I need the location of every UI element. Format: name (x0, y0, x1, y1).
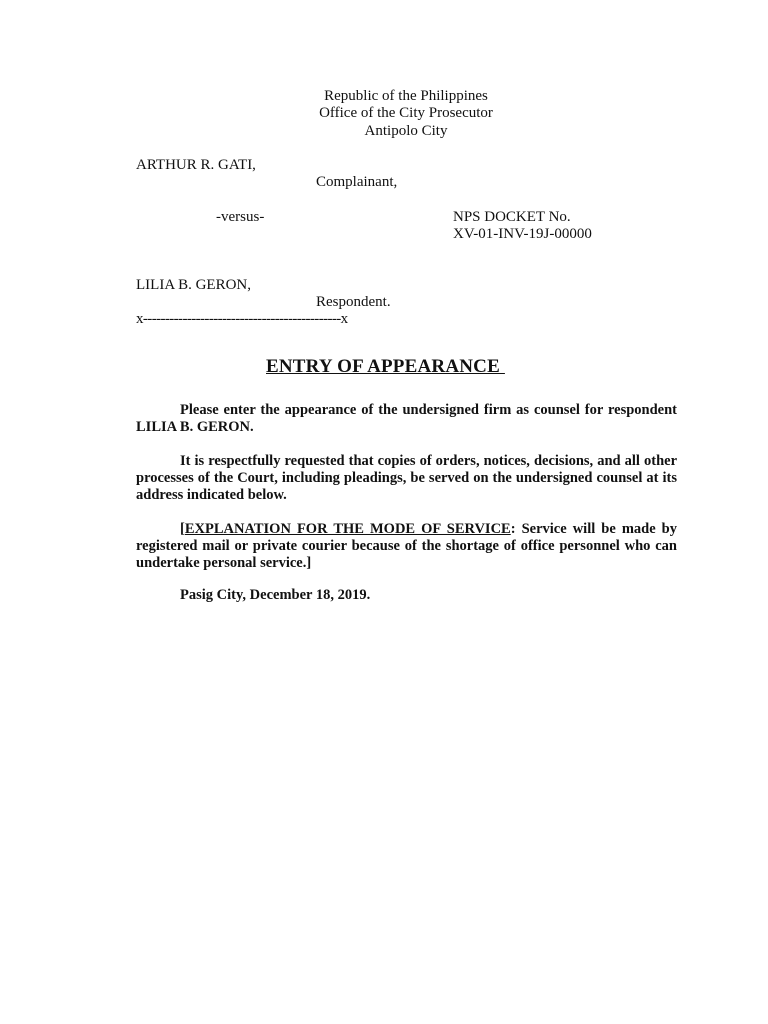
paragraph-request-text: It is respectfully requested that copies of orders, notices, decisions, and all other processes of the Court, including pleadings, be served on the undersigned counsel at its address indicated below. (136, 453, 677, 503)
document-title: ENTRY OF APPEARANCE (266, 356, 505, 377)
respondent-label: Respondent. (316, 294, 391, 310)
complainant-name: ARTHUR R. GATI, (136, 157, 256, 173)
versus-label: -versus- (216, 209, 265, 225)
paragraph-request (136, 453, 677, 504)
header-office: Office of the City Prosecutor (319, 105, 493, 121)
paragraph-appearance-text: Please enter the appearance of the undersigned firm as counsel for respondent LILIA B. GERON. (136, 402, 677, 435)
complainant-label: Complainant, (316, 174, 398, 190)
docket-number: XV-01-INV-19J-00000 (453, 226, 592, 242)
header-republic: Republic of the Philippines (324, 88, 488, 104)
explanation-heading: EXPLANATION FOR THE MODE OF SERVICE (184, 521, 511, 537)
paragraph-explanation (136, 521, 677, 572)
explanation-open-bracket: [ (180, 521, 185, 537)
caption-separator: x---------------------------------------------x (136, 311, 348, 327)
date-line-text: Pasig City, December 18, 2019. (180, 587, 371, 603)
date-line (136, 587, 677, 604)
explanation-text: : Service will be made by registered mail or private courier because of the shortage of office personnel who can undertake personal service.] (136, 521, 677, 571)
respondent-name: LILIA B. GERON, (136, 277, 251, 293)
paragraph-appearance (136, 402, 677, 436)
header-city: Antipolo City (364, 123, 448, 139)
docket-label: NPS DOCKET No. (453, 209, 571, 225)
